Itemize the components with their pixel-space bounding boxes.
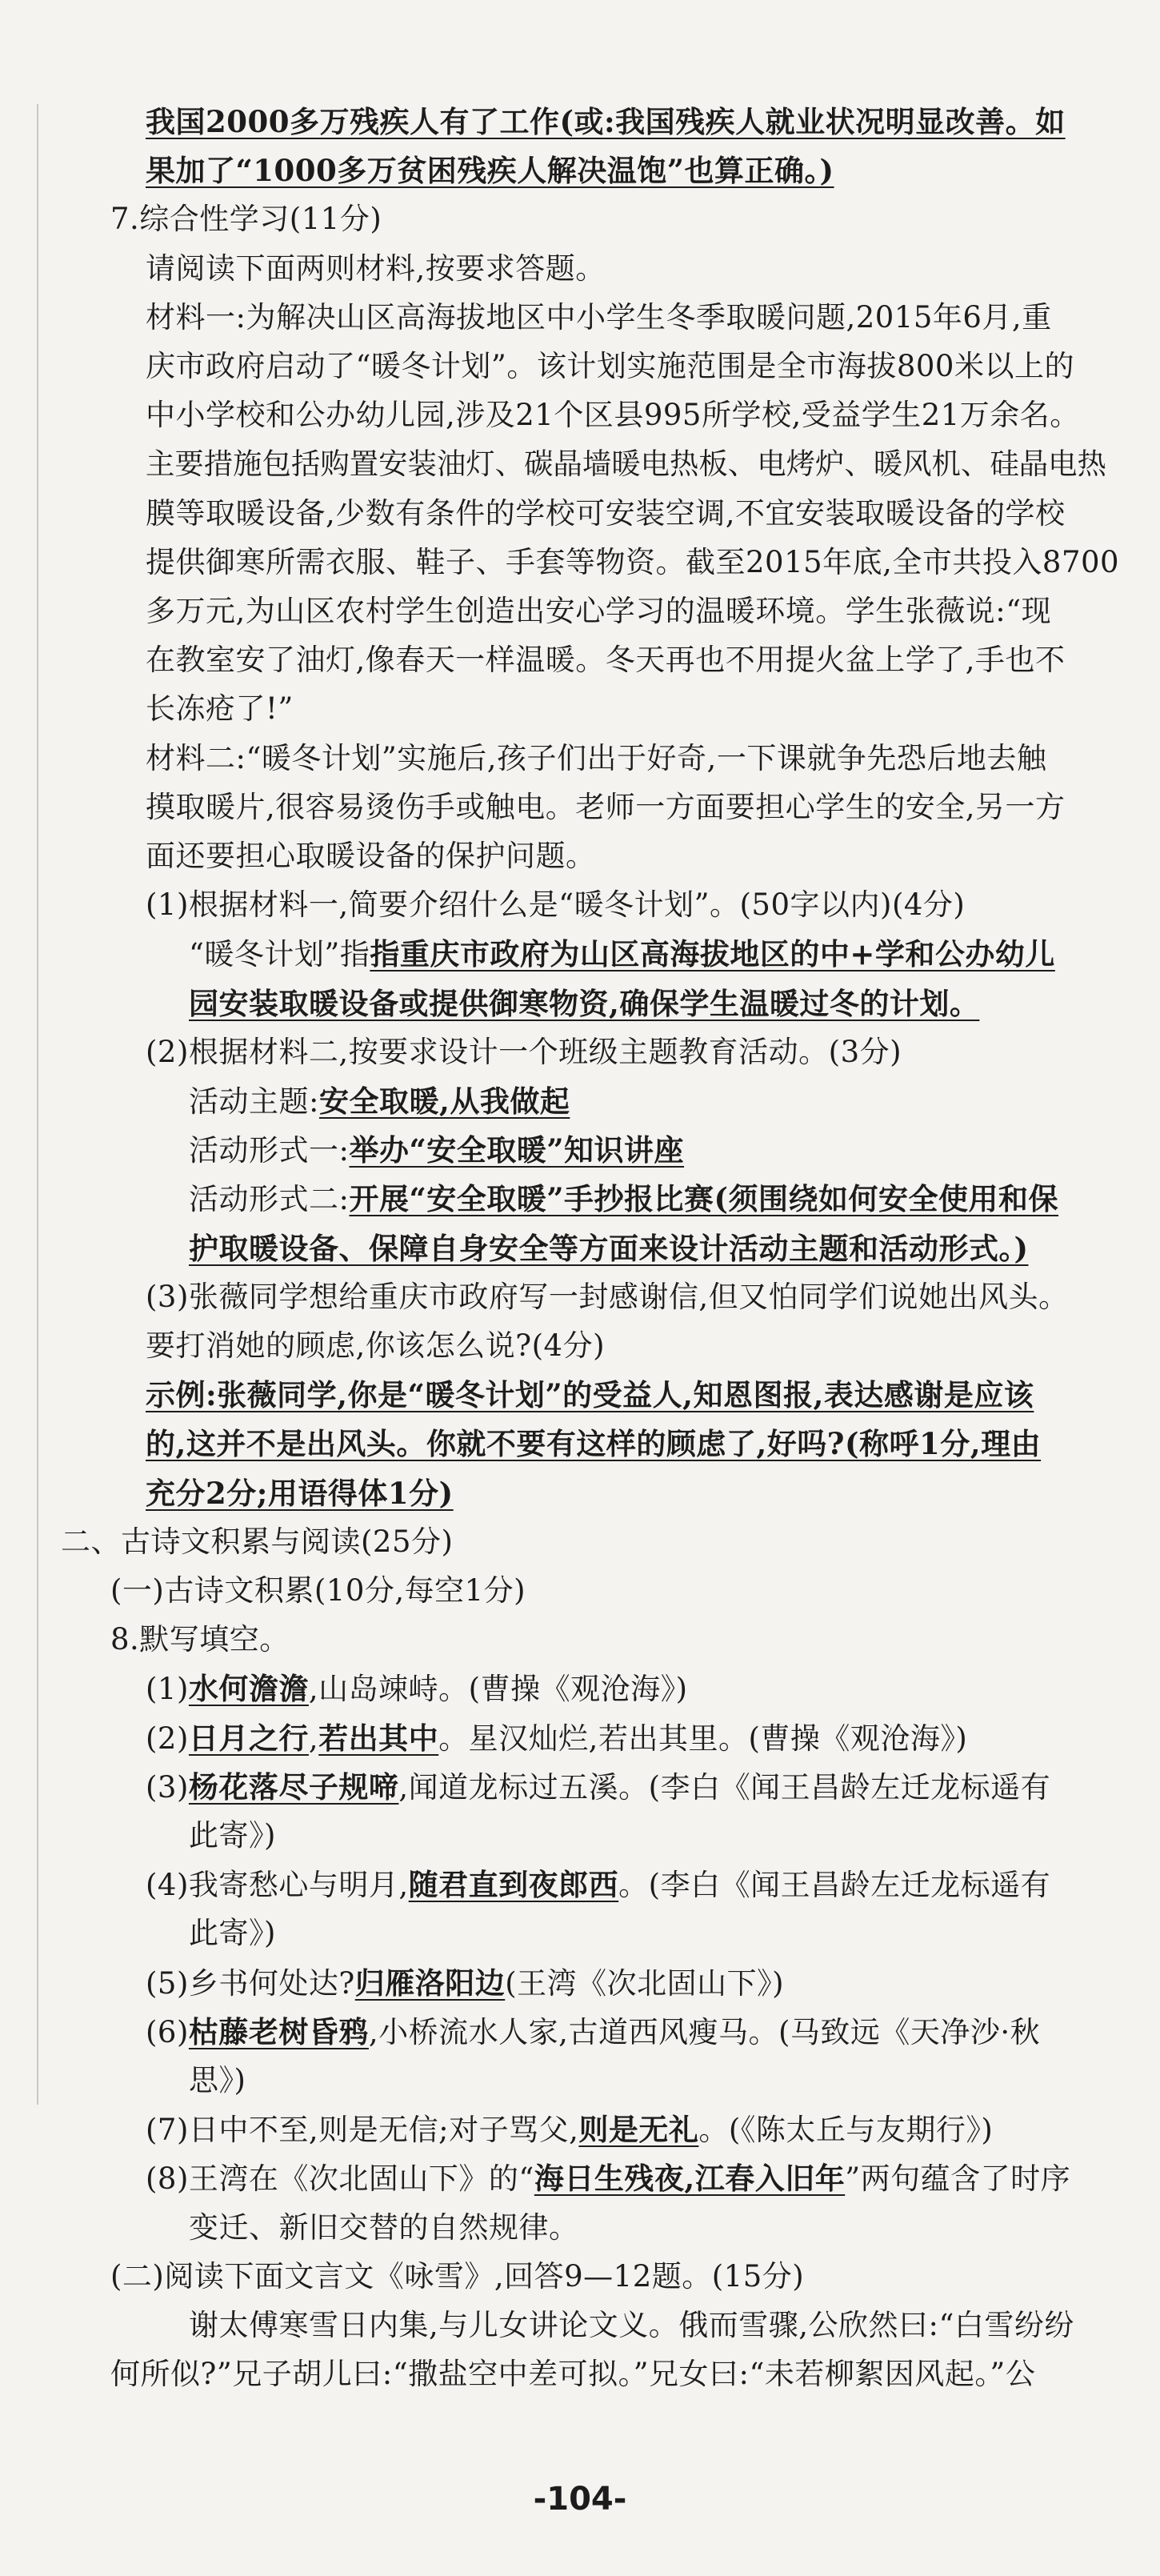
answer-text: 充分2分;用语得体1分)	[146, 1475, 454, 1511]
binding-margin-rule	[37, 104, 38, 2105]
answer-text: 护取暖设备、保障自身安全等方面来设计活动主题和活动形式。)	[189, 1230, 1029, 1266]
body-text: 。星汉灿烂,若出其里。(曹操《观沧海》)	[438, 1721, 968, 1756]
text-line	[110, 2256, 804, 2298]
answer-text: 果加了“1000多万贫困残疾人解决温饱”也算正确。)	[146, 153, 834, 189]
answer-text: 海日生残夜,江春入旧年	[534, 2161, 846, 2197]
text-line	[189, 1129, 684, 1172]
text-line	[146, 1766, 1050, 1809]
body-text: ,	[308, 1721, 319, 1756]
body-text: 活动形式一:	[189, 1133, 350, 1168]
text-line	[146, 395, 1080, 436]
answer-text: 杨花落尽子规啼	[188, 1769, 399, 1805]
body-text: 活动形式二:	[189, 1182, 350, 1217]
text-line	[146, 1032, 902, 1073]
text-line	[146, 1423, 1041, 1465]
body-text: (一)古诗文积累(10分,每空1分)	[110, 1573, 526, 1608]
body-text: 思》)	[189, 2063, 246, 2097]
text-line	[146, 150, 834, 192]
text-line	[146, 1472, 454, 1515]
text-line	[61, 1521, 453, 1563]
text-line	[146, 1276, 1069, 1318]
text-line	[146, 1717, 967, 1760]
text-line	[146, 1668, 688, 1710]
body-text: 8.默写填空。	[110, 1622, 290, 1657]
body-text: 材料二:“暖冬计划”实施后,孩子们出于好奇,一下课就争先恐后地去触	[146, 740, 1047, 775]
answer-text: 我国2000多万残疾人有了工作(或:我国残疾人就业状况明显改善。如	[146, 104, 1066, 139]
body-text: (3)	[146, 1769, 189, 1805]
body-text: 庆市政府启动了“暖冬计划”。该计划实施范围是全市海拔800米以上的	[146, 349, 1074, 383]
text-line	[146, 639, 1066, 681]
text-line	[146, 787, 1066, 828]
answer-text: 的,这并不是出风头。你就不要有这样的顾虑了,好吗?(称呼1分,理由	[146, 1426, 1042, 1462]
answer-text: 则是无礼	[578, 2112, 699, 2148]
body-text: 在教室安了油灯,像春天一样温暖。冬天再也不用提火盆上学了,手也不	[146, 643, 1066, 678]
text-line	[189, 1815, 276, 1857]
body-text: 。(《陈太丘与友期行》)	[698, 2113, 994, 2148]
body-text: 长冻疮了!”	[146, 691, 294, 727]
text-line	[146, 2157, 1070, 2200]
body-text: (5)乡书何处达?	[146, 1965, 355, 2001]
text-line	[146, 493, 1066, 535]
body-text: ,小桥流水人家,古道西风瘦马。(马致远《天净沙·秋	[368, 2014, 1041, 2049]
answer-text: 水何澹澹	[188, 1671, 309, 1707]
text-line	[146, 2011, 1040, 2053]
answer-text: 随君直到夜郎西	[408, 1867, 619, 1903]
body-text: (7)日中不至,则是无信;对子骂父,	[146, 2113, 579, 2148]
body-text: 何所似?”兄子胡儿曰:“撒盐空中差可拟。”兄女曰:“未若柳絮因风起。”公	[110, 2357, 1036, 2392]
text-line	[189, 1228, 1029, 1270]
body-text: (3)张薇同学想给重庆市政府写一封感谢信,但又怕同学们说她出风头。	[146, 1279, 1069, 1314]
text-line	[189, 933, 1055, 976]
text-line	[189, 1080, 570, 1123]
body-text: (二)阅读下面文言文《咏雪》,回答9—12题。(15分)	[110, 2258, 805, 2294]
answer-text: 安全取暖,从我做起	[318, 1084, 570, 1119]
text-line	[189, 1913, 276, 1954]
body-text: “暖冬计划”指	[189, 937, 370, 972]
text-line	[110, 2354, 1035, 2395]
body-text: 主要措施包括购置安装油灯、碳晶墙暖电热板、电烤炉、暖风机、硅晶电热	[146, 447, 1106, 482]
body-text: (6)	[146, 2014, 189, 2049]
text-line	[146, 346, 1074, 387]
body-text: 膜等取暖设备,少数有条件的学校可安装空调,不宜安装取暖设备的学校	[146, 495, 1066, 531]
text-line	[189, 2305, 1074, 2346]
text-line	[146, 884, 965, 926]
body-text: 提供御寒所需衣服、鞋子、手套等物资。截至2015年底,全市共投入8700	[146, 544, 1120, 579]
text-line	[146, 738, 1046, 779]
answer-text: 归雁洛阳边	[354, 1965, 506, 2001]
text-line	[189, 1178, 1058, 1220]
body-text: 变迁、新旧交替的自然规律。	[189, 2209, 579, 2245]
body-text: (1)	[146, 1672, 189, 1707]
text-line	[110, 198, 382, 240]
body-text: 二、古诗文积累与阅读(25分)	[61, 1524, 454, 1559]
body-text: ”两句蕴含了时序	[845, 2161, 1071, 2197]
answer-text: 园安装取暖设备或提供御寒物资,确保学生温暖过冬的计划。	[189, 985, 980, 1021]
answer-text: 示例:张薇同学,你是“暖冬计划”的受益人,知恩图报,表达感谢是应该	[146, 1377, 1034, 1413]
body-text: (8)王湾在《次北固山下》的“	[146, 2161, 534, 2197]
body-text: 要打消她的顾虑,你该怎么说?(4分)	[146, 1328, 606, 1363]
body-text: 摸取暖片,很容易烫伤手或触电。老师一方面要担心学生的安全,另一方	[146, 789, 1066, 824]
text-line	[146, 835, 596, 877]
text-line	[146, 1325, 605, 1367]
answer-text: 日月之行	[188, 1720, 309, 1756]
answer-text: 指重庆市政府为山区高海拔地区的中+学和公办幼儿	[370, 936, 1055, 972]
body-text: 此寄》)	[189, 1916, 276, 1951]
text-line	[110, 1570, 526, 1612]
text-line	[146, 443, 1106, 485]
answer-text: 举办“安全取暖”知识讲座	[349, 1132, 685, 1168]
body-text: 活动主题:	[189, 1084, 319, 1119]
body-text: (2)	[146, 1721, 189, 1756]
body-text: ,闻道龙标过五溪。(李白《闻王昌龄左迁龙标遥有	[398, 1769, 1051, 1805]
text-line	[146, 1962, 784, 2005]
text-line	[146, 248, 606, 290]
body-text: (2)根据材料二,按要求设计一个班级主题教育活动。(3分)	[146, 1034, 902, 1069]
body-text: 谢太傅寒雪日内集,与儿女讲论文义。俄而雪骤,公欣然曰:“白雪纷纷	[189, 2308, 1074, 2342]
answer-text: 枯藤老树昏鸦	[188, 2013, 369, 2049]
answer-text: 开展“安全取暖”手抄报比赛(须围绕如何安全使用和保	[349, 1181, 1059, 1217]
body-text: 中小学校和公办幼儿园,涉及21个区县995所学校,受益学生21万余名。	[146, 398, 1080, 433]
text-line	[146, 1864, 1050, 1906]
page-number: -104-	[533, 2481, 627, 2518]
text-line	[146, 1374, 1034, 1416]
body-text: 面还要担心取暖设备的保护问题。	[146, 839, 596, 873]
text-line	[146, 2109, 993, 2151]
body-text: 。(李白《闻王昌龄左迁龙标遥有	[618, 1868, 1051, 1903]
text-line	[189, 2060, 246, 2101]
text-line	[146, 297, 1052, 339]
text-line	[110, 1619, 290, 1661]
body-text: 多万元,为山区农村学生创造出安心学习的温暖环境。学生张薇说:“现	[146, 594, 1052, 628]
text-line	[189, 2207, 579, 2249]
body-text: (1)根据材料一,简要介绍什么是“暖冬计划”。(50字以内)(4分)	[146, 887, 966, 923]
body-text: 材料一:为解决山区高海拔地区中小学生冬季取暖问题,2015年6月,重	[146, 299, 1052, 335]
body-text: ,山岛竦峙。(曹操《观沧海》)	[308, 1672, 688, 1707]
text-line	[146, 101, 1066, 143]
body-text: 此寄》)	[189, 1818, 276, 1853]
text-line	[146, 688, 294, 730]
text-line	[146, 542, 1119, 583]
text-line	[189, 983, 979, 1025]
body-text: (王湾《次北固山下》)	[505, 1965, 785, 2001]
answer-text: 若出其中	[318, 1720, 439, 1756]
text-line	[146, 591, 1051, 632]
body-text: (4)我寄愁心与明月,	[146, 1868, 409, 1903]
body-text: 请阅读下面两则材料,按要求答题。	[146, 250, 606, 286]
body-text: 7.综合性学习(11分)	[110, 202, 382, 237]
